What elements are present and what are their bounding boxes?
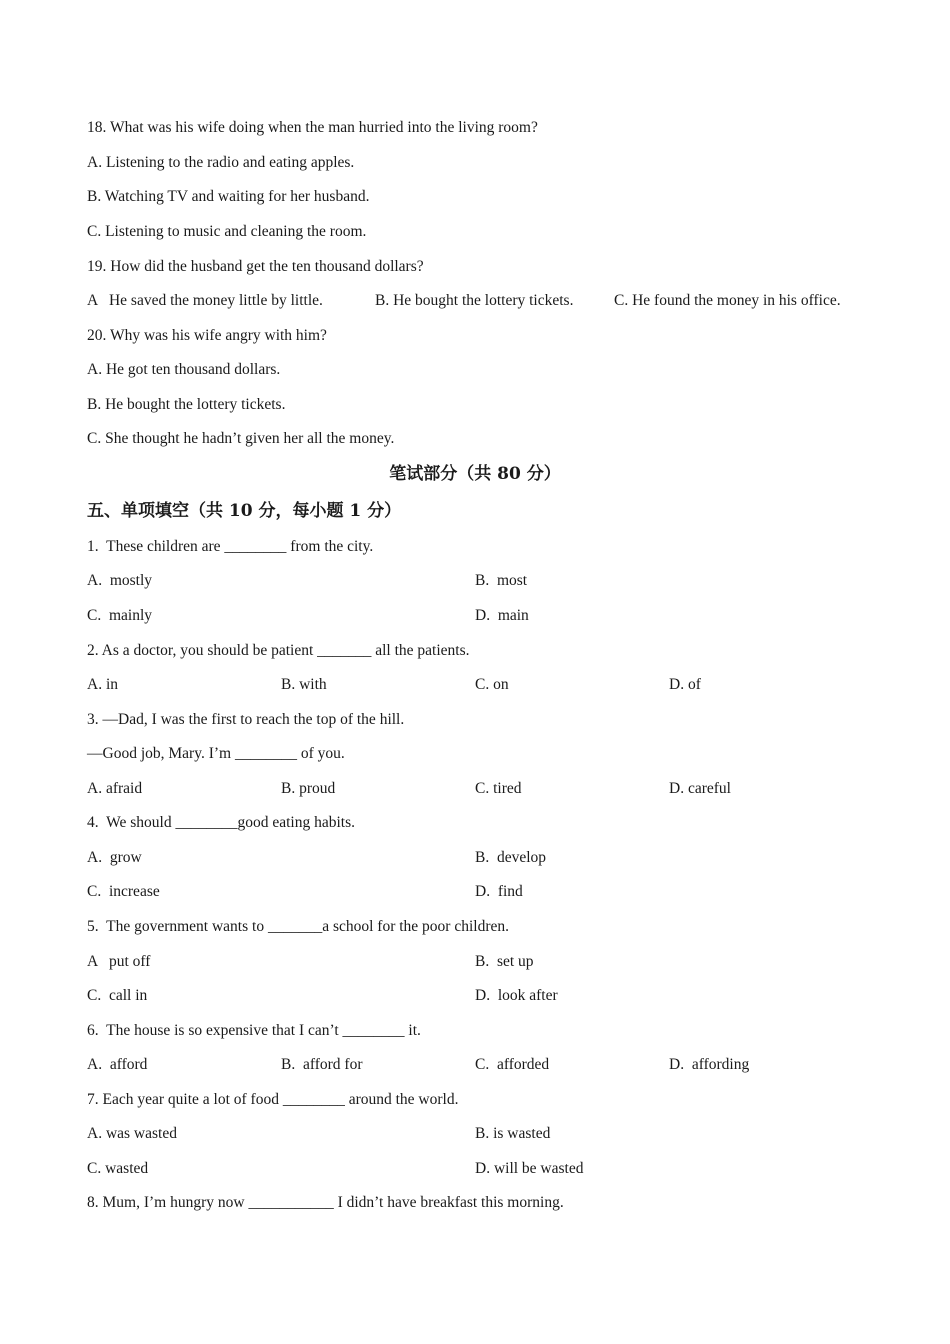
mcq-7-option-a: A. was wasted [87,1125,177,1142]
question-18-option-c: C. Listening to music and cleaning the room. [87,223,367,240]
mcq-6-option-c: C. afforded [475,1056,550,1073]
mcq-7-option-c: C. wasted [87,1160,149,1177]
mcq-5-stem: 5. The government wants to _______a school for the poor children. [87,918,509,935]
written-part-title: 笔试部分（共 80 分） [389,464,561,484]
mcq-6-stem: 6. The house is so expensive that I can’t ________ it. [87,1022,421,1039]
mcq-5-option-d: D. look after [475,987,558,1004]
mcq-3-option-b: B. proud [281,780,336,797]
mcq-4-option-d: D. find [475,883,523,900]
mcq-5-option-c: C. call in [87,987,148,1004]
mcq-1-option-b: B. most [475,572,528,589]
mcq-3-option-c: C. tired [475,780,522,797]
question-20-option-a: A. He got ten thousand dollars. [87,361,281,378]
mcq-4-option-b: B. develop [475,849,547,866]
mcq-4-option-c: C. increase [87,883,160,900]
mcq-5-option-a: A put off [87,953,151,970]
mcq-6-option-a: A. afford [87,1056,148,1073]
mcq-2-option-d: D. of [669,676,701,693]
mcq-8-stem: 8. Mum, I’m hungry now ___________ I didn’t have breakfast this morning. [87,1194,564,1211]
mcq-1-option-d: D. main [475,607,529,624]
mcq-1-option-c: C. mainly [87,607,153,624]
question-19-stem: 19. How did the husband get the ten thousand dollars? [87,258,424,275]
question-18-stem: 18. What was his wife doing when the man hurried into the living room? [87,119,538,136]
mcq-2-option-c: C. on [475,676,509,693]
mcq-7-option-d: D. will be wasted [475,1160,584,1177]
section-5-title: 五、单项填空（共 10 分，每小题 1 分） [87,501,402,521]
mcq-7-stem: 7. Each year quite a lot of food ________ around the world. [87,1091,459,1108]
mcq-6-option-b: B. afford for [281,1056,363,1073]
question-20-stem: 20. Why was his wife angry with him? [87,327,327,344]
mcq-2-stem: 2. As a doctor, you should be patient _______ all the patients. [87,642,470,659]
mcq-3-option-a: A. afraid [87,780,143,797]
mcq-5-option-b: B. set up [475,953,534,970]
mcq-3-option-d: D. careful [669,780,731,797]
question-18-option-b: B. Watching TV and waiting for her husband. [87,188,370,205]
mcq-1-option-a: A. mostly [87,572,153,589]
question-20-option-c: C. She thought he hadn’t given her all the money. [87,430,395,447]
question-19-option-a: A He saved the money little by little. [87,292,323,309]
mcq-2-option-a: A. in [87,676,118,693]
question-18-option-a: A. Listening to the radio and eating apples. [87,154,355,171]
question-19-option-b: B. He bought the lottery tickets. [375,292,574,309]
mcq-2-option-b: B. with [281,676,327,693]
mcq-3-stem: 3. —Dad, I was the first to reach the top of the hill. [87,711,405,728]
question-20-option-b: B. He bought the lottery tickets. [87,396,286,413]
mcq-7-option-b: B. is wasted [475,1125,551,1142]
mcq-4-stem: 4. We should ________good eating habits. [87,814,355,831]
mcq-3-stem-reply: —Good job, Mary. I’m ________ of you. [87,745,345,762]
mcq-4-option-a: A. grow [87,849,142,866]
mcq-6-option-d: D. affording [669,1056,750,1073]
question-19-option-c: C. He found the money in his office. [614,292,841,309]
mcq-1-stem: 1. These children are ________ from the city. [87,538,374,555]
